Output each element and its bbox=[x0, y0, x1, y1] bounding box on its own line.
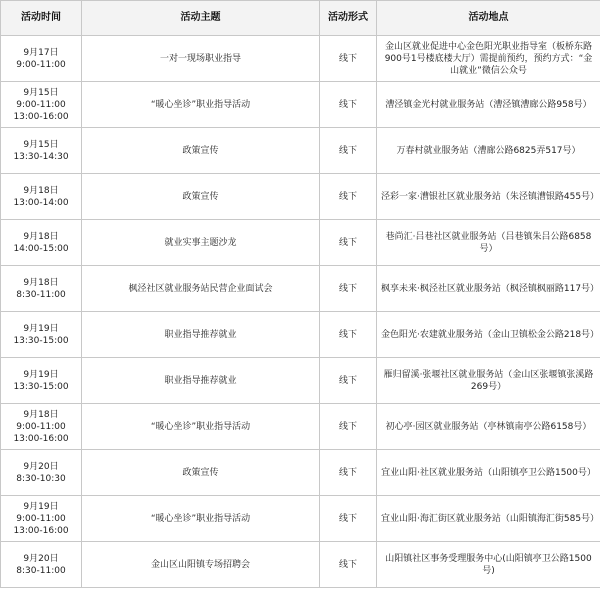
cell-form: 线下 bbox=[320, 174, 377, 220]
cell-location: 万春村就业服务站（漕廊公路6825弄517号） bbox=[377, 128, 600, 174]
activity-time-range: 13:00-16:00 bbox=[13, 111, 69, 122]
table-row bbox=[1, 312, 600, 358]
cell-topic: 一对一现场职业指导 bbox=[82, 36, 320, 82]
table-row bbox=[1, 82, 600, 128]
activity-date: 9月18日 bbox=[23, 185, 59, 196]
table-row bbox=[1, 542, 600, 588]
cell-form: 线下 bbox=[320, 496, 377, 542]
cell-form: 线下 bbox=[320, 220, 377, 266]
cell-time bbox=[1, 174, 82, 220]
cell-topic: “暖心坐诊”职业指导活动 bbox=[82, 496, 320, 542]
cell-location: 金山区就业促进中心金色阳光职业指导室（板桥东路900号1号楼底楼大厅）需提前预约，预约方式：“金山就业”微信公众号 bbox=[377, 36, 600, 82]
table-body bbox=[1, 36, 600, 588]
cell-time bbox=[1, 82, 82, 128]
table-row bbox=[1, 220, 600, 266]
cell-time bbox=[1, 404, 82, 450]
cell-time bbox=[1, 312, 82, 358]
cell-form: 线下 bbox=[320, 542, 377, 588]
table-row bbox=[1, 266, 600, 312]
cell-location: 初心亭·园区就业服务站（亭林镇南亭公路6158号） bbox=[377, 404, 600, 450]
activity-time-range: 9:00-11:00 bbox=[16, 513, 66, 524]
activity-date: 9月17日 bbox=[23, 47, 59, 58]
activity-time-range: 8:30-11:00 bbox=[16, 565, 66, 576]
table-row bbox=[1, 450, 600, 496]
activity-date: 9月20日 bbox=[23, 553, 59, 564]
table-row bbox=[1, 36, 600, 82]
activity-time-range: 14:00-15:00 bbox=[13, 243, 69, 254]
cell-topic: 职业指导推荐就业 bbox=[82, 358, 320, 404]
activity-date: 9月18日 bbox=[23, 409, 59, 420]
cell-location: 雁归留溪·张堰社区就业服务站（金山区张堰镇张溪路269号） bbox=[377, 358, 600, 404]
activity-date: 9月18日 bbox=[23, 277, 59, 288]
cell-topic: 金山区山阳镇专场招聘会 bbox=[82, 542, 320, 588]
cell-topic: 职业指导推荐就业 bbox=[82, 312, 320, 358]
table-row bbox=[1, 174, 600, 220]
activity-date: 9月15日 bbox=[23, 87, 59, 98]
activity-date: 9月18日 bbox=[23, 231, 59, 242]
cell-form: 线下 bbox=[320, 128, 377, 174]
cell-time bbox=[1, 358, 82, 404]
cell-form: 线下 bbox=[320, 450, 377, 496]
activity-date: 9月20日 bbox=[23, 461, 59, 472]
cell-time bbox=[1, 450, 82, 496]
cell-location: 巷尚汇·吕巷社区就业服务站（吕巷镇朱吕公路6858号） bbox=[377, 220, 600, 266]
table-row bbox=[1, 358, 600, 404]
table-row bbox=[1, 404, 600, 450]
activity-time-range: 13:00-16:00 bbox=[13, 525, 69, 536]
cell-topic: 就业实事主题沙龙 bbox=[82, 220, 320, 266]
cell-location: 宜业山阳·社区就业服务站（山阳镇亭卫公路1500号） bbox=[377, 450, 600, 496]
cell-time bbox=[1, 496, 82, 542]
activity-time-range: 8:30-11:00 bbox=[16, 289, 66, 300]
activity-time-range: 13:30-14:30 bbox=[13, 151, 69, 162]
header-topic: 活动主题 bbox=[82, 1, 320, 36]
header-time: 活动时间 bbox=[1, 1, 82, 36]
activity-time-range: 9:00-11:00 bbox=[16, 421, 66, 432]
table-row bbox=[1, 128, 600, 174]
cell-form: 线下 bbox=[320, 82, 377, 128]
cell-time bbox=[1, 220, 82, 266]
activity-time-range: 13:30-15:00 bbox=[13, 381, 69, 392]
cell-location: 金色阳光·农建就业服务站（金山卫镇松金公路218号） bbox=[377, 312, 600, 358]
cell-topic: 政策宣传 bbox=[82, 450, 320, 496]
table-row bbox=[1, 496, 600, 542]
header-row bbox=[1, 1, 600, 36]
activity-date: 9月19日 bbox=[23, 501, 59, 512]
cell-location: 枫享未来·枫泾社区就业服务站（枫泾镇枫丽路117号） bbox=[377, 266, 600, 312]
activity-time-range: 9:00-11:00 bbox=[16, 99, 66, 110]
cell-time bbox=[1, 36, 82, 82]
cell-topic: 枫泾社区就业服务站民营企业面试会 bbox=[82, 266, 320, 312]
cell-form: 线下 bbox=[320, 36, 377, 82]
activity-time-range: 13:00-14:00 bbox=[13, 197, 69, 208]
activity-date: 9月15日 bbox=[23, 139, 59, 150]
activity-time-range: 13:00-16:00 bbox=[13, 433, 69, 444]
cell-topic: “暖心坐诊”职业指导活动 bbox=[82, 404, 320, 450]
cell-topic: 政策宣传 bbox=[82, 174, 320, 220]
cell-location: 宜业山阳·海汇街区就业服务站（山阳镇海汇街585号） bbox=[377, 496, 600, 542]
cell-location: 泾彩一家·漕银社区就业服务站（朱泾镇漕银路455号） bbox=[377, 174, 600, 220]
cell-form: 线下 bbox=[320, 266, 377, 312]
activity-time-range: 9:00-11:00 bbox=[16, 59, 66, 70]
cell-time bbox=[1, 542, 82, 588]
cell-form: 线下 bbox=[320, 312, 377, 358]
header-location: 活动地点 bbox=[377, 1, 600, 36]
cell-location: 山阳镇社区事务受理服务中心(山阳镇亭卫公路1500号) bbox=[377, 542, 600, 588]
cell-topic: 政策宣传 bbox=[82, 128, 320, 174]
activity-time-range: 13:30-15:00 bbox=[13, 335, 69, 346]
cell-form: 线下 bbox=[320, 404, 377, 450]
cell-topic: “暖心坐诊”职业指导活动 bbox=[82, 82, 320, 128]
header-form: 活动形式 bbox=[320, 1, 377, 36]
cell-time bbox=[1, 128, 82, 174]
activity-date: 9月19日 bbox=[23, 369, 59, 380]
activity-date: 9月19日 bbox=[23, 323, 59, 334]
cell-time bbox=[1, 266, 82, 312]
activity-time-range: 8:30-10:30 bbox=[16, 473, 66, 484]
cell-form: 线下 bbox=[320, 358, 377, 404]
cell-location: 漕泾镇金光村就业服务站（漕泾镇漕廊公路958号） bbox=[377, 82, 600, 128]
